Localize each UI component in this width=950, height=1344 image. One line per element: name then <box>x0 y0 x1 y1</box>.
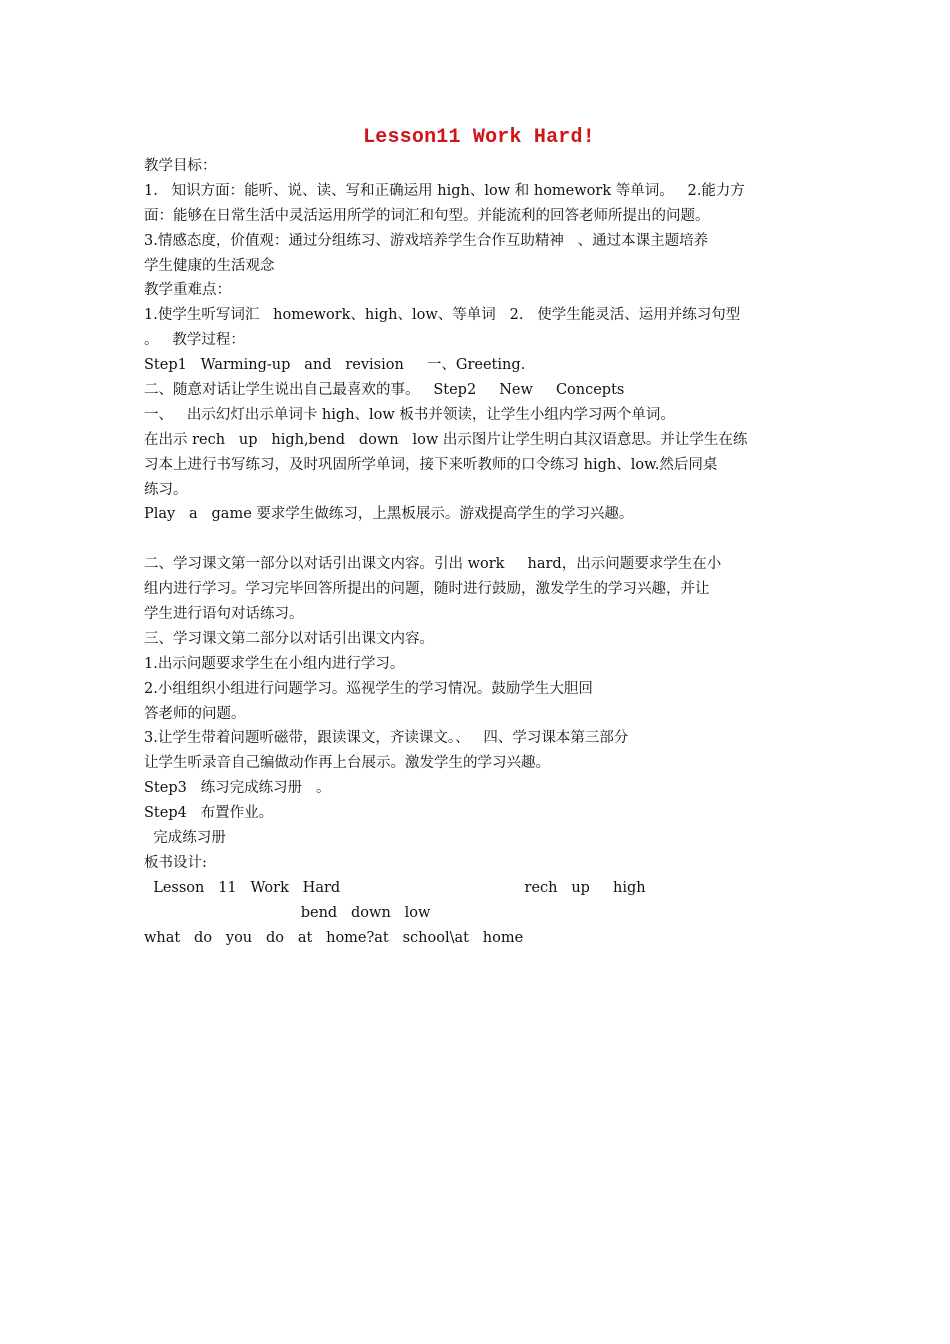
text-line: Step4 布置作业。 <box>144 805 274 822</box>
text-line: 。 教学过程： <box>144 332 245 349</box>
text-line: 学生健康的生活观念 <box>144 257 275 274</box>
text-line: 练习。 <box>144 481 188 498</box>
text-line: bend down low <box>144 904 431 921</box>
text-line: 一、 出示幻灯出示单词卡 high、low 板书并领读，让学生小组内学习两个单词。 <box>144 406 675 423</box>
text-line: 1.使学生听写词汇 homework、high、low、等单词 2. 使学生能灵活、运用并练习句型 <box>144 307 741 324</box>
text-line: what do you do at home?at school\at home <box>144 929 524 946</box>
text-line: Lesson 11 Work Hard rech up high <box>144 879 646 896</box>
document-body <box>144 154 814 951</box>
text-line: 二、随意对话让学生说出自己最喜欢的事。 Step2 New Concepts <box>144 382 625 399</box>
text-line: 让学生听录音自己编做动作再上台展示。激发学生的学习兴趣。 <box>144 755 550 772</box>
text-line: 3.情感态度，价值观：通过分组练习、游戏培养学生合作互助精神 、通过本课主题培养 <box>144 232 709 249</box>
text-line: 二、学习课文第一部分以对话引出课文内容。引出 work hard，出示问题要求学生在小 <box>144 556 722 573</box>
document-page <box>144 122 814 951</box>
text-line: 2.小组组织小组进行问题学习。巡视学生的学习情况。鼓励学生大胆回 <box>144 680 593 697</box>
text-line: 板书设计: <box>144 854 207 871</box>
text-line: 习本上进行书写练习，及时巩固所学单词，接下来听教师的口令练习 high、low.然后同桌 <box>144 456 718 473</box>
text-line: 1. 知识方面：能听、说、读、写和正确运用 high、low 和 homework 等单词。 2.能力方 <box>144 182 745 199</box>
text-line: 面：能够在日常生活中灵活运用所学的词汇和句型。并能流利的回答老师所提出的问题。 <box>144 207 710 224</box>
text-line: 3.让学生带着问题听磁带，跟读课文，齐读课文。、 四、学习课本第三部分 <box>144 730 629 747</box>
text-line: 教学重难点： <box>144 282 231 299</box>
text-line: 在出示 rech up high,bend down low 出示图片让学生明白其汉语意思。并让学生在练 <box>144 431 748 448</box>
text-line: 1.出示问题要求学生在小组内进行学习。 <box>144 655 405 672</box>
document-title: Lesson11 Work Hard! <box>363 126 595 149</box>
text-line: 学生进行语句对话练习。 <box>144 606 304 623</box>
text-line: 完成练习册 <box>144 830 226 847</box>
text-line <box>144 527 814 552</box>
text-line: Step1 Warming-up and revision 一、Greeting. <box>144 357 526 374</box>
text-line: 三、学习课文第二部分以对话引出课文内容。 <box>144 630 434 647</box>
text-line: 答老师的问题。 <box>144 705 246 722</box>
text-line: Play a game 要求学生做练习，上黑板展示。游戏提高学生的学习兴趣。 <box>144 506 634 523</box>
text-line: Step3 练习完成练习册 。 <box>144 780 331 797</box>
text-line: 教学目标： <box>144 158 217 174</box>
text-line: 组内进行学习。学习完毕回答所提出的问题，随时进行鼓励，激发学生的学习兴趣，并让 <box>144 581 710 598</box>
